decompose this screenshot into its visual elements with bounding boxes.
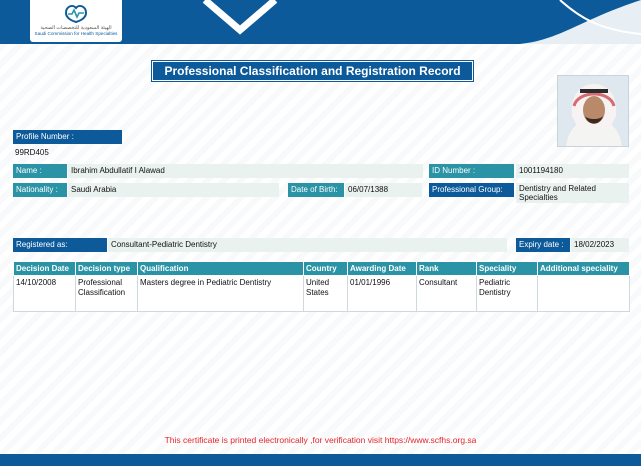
nationality-label: Nationality : [13,183,67,197]
qualifications-table [13,261,630,312]
decorative-chevron-graphic [180,0,300,44]
dob-value: 06/07/1388 [345,183,422,197]
profile-photo [557,75,629,147]
person-photo-icon [558,76,629,147]
column-header-qualification: Qualification [138,262,304,276]
logo-arabic-text: الهيئة السعودية للتخصصات الصحية [40,25,112,31]
professional-group-label: Professional Group: [429,183,514,197]
dob-label: Date of Birth: [288,183,344,197]
cell-country: United States [304,276,348,312]
id-number-label: ID Number : [429,164,514,178]
profile-number-label: Profile Number : [13,130,122,144]
column-header-country: Country [304,262,348,276]
column-header-awarding-date: Awarding Date [348,262,417,276]
table-row [14,276,630,312]
cell-qualification: Masters degree in Pediatric Dentistry [138,276,304,312]
cell-speciality: Pediatric Dentistry [477,276,538,312]
column-header-rank: Rank [417,262,477,276]
document-title: Professional Classification and Registration Record [152,61,473,81]
column-header-speciality: Speciality [477,262,538,276]
verification-note-container [0,435,641,445]
verification-note: This certificate is printed electronically ,for verification visit https://www.scfhs.org.sa [164,435,477,445]
column-header-decision-type: Decision type [76,262,138,276]
cell-rank: Consultant [417,276,477,312]
logo-english-text: Saudi Commission for Health Specialties [34,31,118,36]
nationality-value: Saudi Arabia [68,183,279,197]
name-label: Name : [13,164,67,178]
column-header-additional-speciality: Additional speciality [538,262,630,276]
registered-as-value: Consultant-Pediatric Dentistry [108,238,507,252]
column-header-decision-date: Decision Date [14,262,76,276]
decorative-wave-graphic [500,0,641,44]
footer-band [0,454,641,466]
cell-decision-type: Professional Classification [76,276,138,312]
professional-group-value: Dentistry and Related Specialties [516,183,629,203]
cell-awarding-date: 01/01/1996 [348,276,417,312]
scfhs-logo-icon [63,3,89,23]
expiry-date-value: 18/02/2023 [571,238,629,252]
id-number-value: 1001194180 [516,164,629,178]
registered-as-label: Registered as: [13,238,107,252]
table-header-row [14,262,630,276]
cell-decision-date: 14/10/2008 [14,276,76,312]
expiry-date-label: Expiry date : [516,238,570,252]
name-value: Ibrahim Abdullatif I Alawad [68,164,423,178]
profile-number-value: 99RD405 [15,148,49,157]
scfhs-logo [30,0,122,42]
cell-additional-speciality [538,276,630,312]
